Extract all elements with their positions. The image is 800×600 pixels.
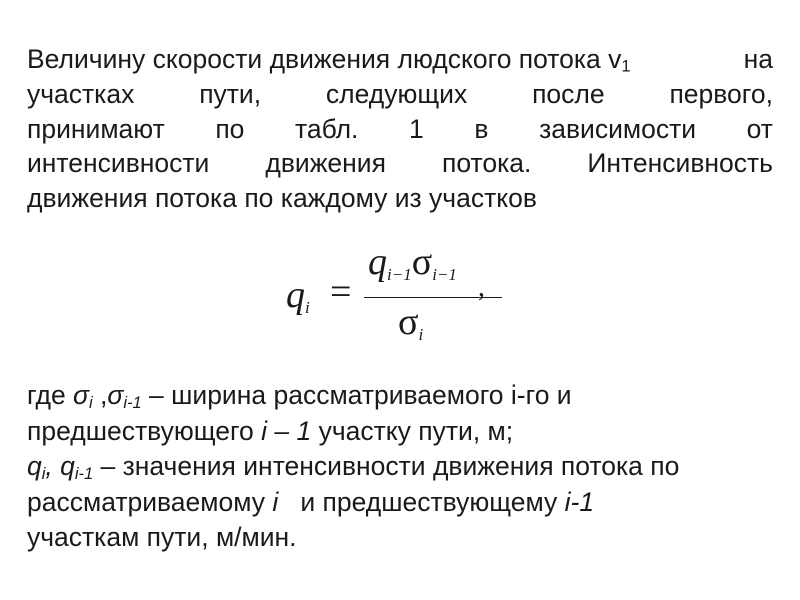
definitions-paragraph: [27, 378, 773, 556]
intro-line-4: [27, 146, 773, 181]
separator: ,: [92, 380, 108, 410]
word: зависимости: [539, 113, 697, 144]
var-i: i: [272, 486, 279, 517]
word: принимают: [27, 113, 165, 144]
numerator-sigma-subscript: i−1: [432, 264, 457, 284]
q-subscript: i-1: [74, 465, 94, 484]
word: движения: [265, 148, 386, 179]
sigma-symbol: σ: [107, 380, 124, 410]
word: следующих: [325, 78, 468, 109]
text: где: [27, 380, 74, 410]
sigma-i: [73, 380, 93, 413]
definition-line-5: участкам пути, м/мин.: [27, 522, 297, 552]
text: – ширина рассматриваемого i-го и: [141, 380, 572, 410]
velocity-subscript: 1: [621, 57, 631, 76]
q-i: [27, 451, 46, 484]
intro-line-1-text: [27, 42, 631, 77]
intro-line-2: [27, 77, 773, 112]
q-i-minus-1: [60, 451, 94, 484]
intro-paragraph: [27, 42, 773, 216]
numerator-q-subscript: i−1: [387, 264, 412, 284]
var-i-minus-1: i – 1: [261, 415, 312, 446]
numerator-sigma: σ: [411, 241, 433, 283]
intro-line-3: [27, 112, 773, 147]
word: первого,: [669, 78, 773, 109]
word: Интенсивность: [587, 148, 773, 179]
intro-line-1-main: Величину скорости движения людского потока v: [27, 44, 622, 74]
intro-line-5: движения потока по каждому из участков: [27, 183, 537, 214]
text: – значения интенсивности движения потока по: [93, 451, 680, 481]
definition-line-2: [27, 414, 773, 450]
sigma-symbol: σ: [73, 380, 90, 410]
formula-lhs-subscript: i: [305, 297, 310, 317]
formula-lhs: [286, 273, 310, 317]
sigma-subscript: i: [89, 394, 93, 413]
text: и предшествующему: [278, 486, 565, 517]
formula-comma: ,: [478, 272, 485, 303]
formula-lhs-q: q: [286, 274, 305, 316]
word: потока.: [441, 148, 532, 179]
text: предшествующего: [27, 415, 262, 446]
denominator-sigma-subscript: i: [418, 324, 424, 344]
formula-denominator: [398, 300, 423, 344]
word: от: [746, 113, 773, 144]
word: пути,: [199, 78, 262, 109]
numerator-q: q: [368, 241, 387, 283]
word: в: [474, 113, 489, 144]
intro-line-1: [27, 42, 773, 77]
intensity-formula: [286, 240, 506, 350]
q-symbol: q: [60, 451, 75, 481]
formula-numerator: [368, 240, 457, 284]
q-subscript: i: [41, 465, 46, 484]
definition-line-1: [27, 378, 773, 414]
separator: ,: [45, 451, 61, 481]
word: по: [215, 113, 245, 144]
sigma-i-minus-1: [107, 380, 142, 413]
sigma-subscript: i-1: [123, 394, 142, 413]
word: интенсивности: [27, 148, 210, 179]
formula-equals: =: [330, 271, 352, 313]
word: после: [532, 78, 605, 109]
text: рассматриваемому: [27, 486, 273, 517]
definition-line-3: [27, 449, 773, 485]
denominator-sigma: σ: [398, 301, 419, 343]
word: 1: [409, 113, 424, 144]
intro-line-1-end: на: [743, 44, 773, 74]
var-i-minus-1: i-1: [564, 486, 595, 517]
word: участках: [27, 78, 135, 109]
definition-line-4: [27, 485, 773, 521]
word: табл.: [295, 113, 359, 144]
text: участку пути, м;: [311, 415, 514, 446]
q-symbol: q: [27, 451, 42, 481]
